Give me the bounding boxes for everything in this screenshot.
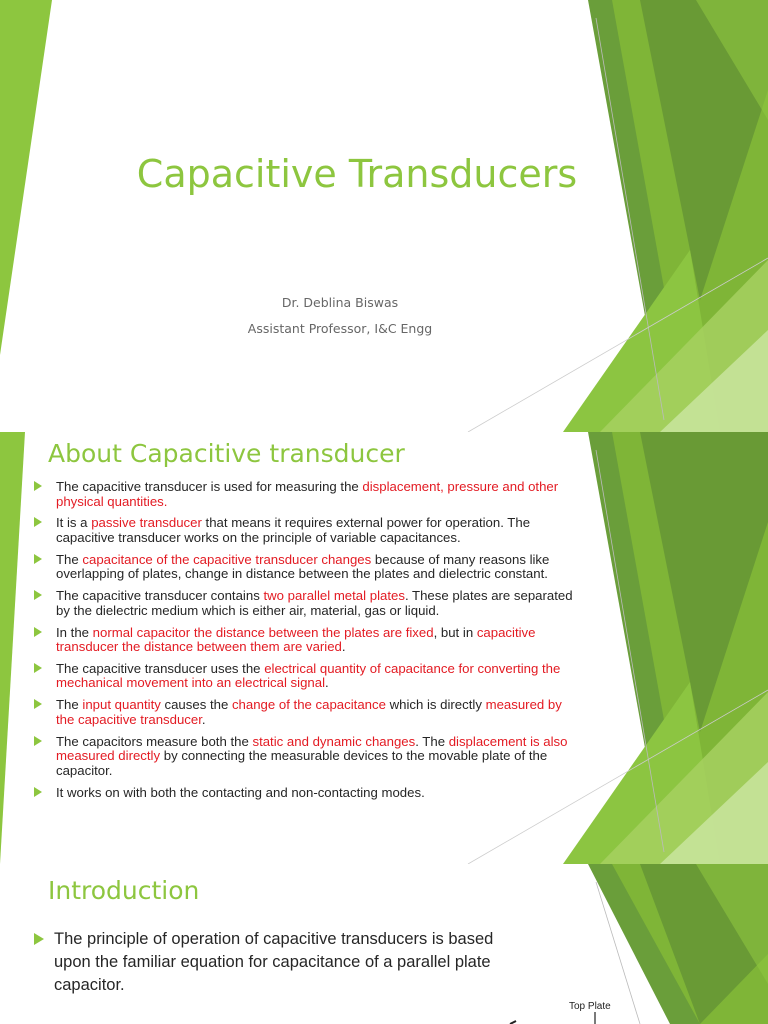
bullet-text: It works on with both the contacting and non-contacting modes. <box>56 784 425 800</box>
list-item <box>34 735 579 779</box>
bullet-text: . The <box>415 733 449 749</box>
introduction-slide <box>0 864 768 1024</box>
list-item <box>34 698 579 727</box>
highlighted-text: passive transducer <box>91 515 202 531</box>
bullet-text: In the <box>56 624 93 640</box>
bullet-arrow-icon <box>34 663 42 673</box>
bullet-arrow-icon <box>34 590 42 600</box>
slide-decoration <box>0 0 768 432</box>
bullet-arrow-icon <box>34 627 42 637</box>
slide-title: Introduction <box>48 876 200 905</box>
highlighted-text: electrical quantity of capacitance for converting the mechanical movement into an electrical signal <box>56 660 561 691</box>
bullet-arrow-icon <box>34 699 42 709</box>
list-item <box>34 928 534 997</box>
bullet-text: . <box>201 711 206 727</box>
bullet-text: The capacitive transducer is used for measuring the <box>56 479 363 494</box>
highlighted-text: change of the capacitance <box>231 697 386 713</box>
bullet-text: The capacitive transducer contains <box>56 588 264 604</box>
bullet-arrow-icon <box>34 517 42 527</box>
highlighted-text: two parallel metal plates <box>263 588 405 604</box>
bullet-arrow-icon <box>34 481 42 491</box>
bullet-text: which is directly <box>385 697 486 713</box>
bullet-text: that means it requires external power for operation. The capacitive transducer works on the principle of variable capacitances. <box>56 515 531 545</box>
author-name: Dr. Deblina Biswas <box>281 295 399 310</box>
slide-title: Capacitive Transducers <box>136 152 578 196</box>
highlighted-text: input quantity <box>82 697 161 713</box>
author-role: Assistant Professor, I&C Engg <box>247 321 433 336</box>
bullet-arrow-icon <box>34 736 42 746</box>
list-item <box>34 480 579 509</box>
bullet-text: The <box>56 697 83 713</box>
bullet-text: . <box>325 675 329 691</box>
bullet-text: . These plates are separated by the dielectric medium which is either air, material, gas or liquid. <box>56 588 573 618</box>
bullet-text: causes the <box>160 697 232 713</box>
bullet-text: because of many reasons like overlapping of plates, change in distance between the plates and dielectric constant. <box>56 551 550 582</box>
figure-label: Top Plate <box>569 1001 611 1012</box>
bullet-text: The principle of operation of capacitive transducers is based upon the familiar equation for capacitance of a parallel plate capacitor. <box>54 930 494 994</box>
highlighted-text: measured by the capacitive transducer <box>56 697 562 727</box>
list-item <box>34 516 579 545</box>
list-item <box>34 553 579 582</box>
bullet-text: The capacitors measure both the <box>56 733 253 749</box>
highlighted-text: displacement is also measured directly <box>56 733 568 764</box>
list-item <box>34 786 579 801</box>
bullet-text: . <box>341 639 346 655</box>
bullet-list <box>34 928 534 997</box>
highlighted-text: static and dynamic changes <box>252 733 416 749</box>
highlighted-text: normal capacitor the distance between the plates are fixed <box>92 624 434 640</box>
bullet-list <box>34 480 579 807</box>
title-slide <box>0 0 768 432</box>
bullet-text: , but in <box>433 624 477 640</box>
bullet-text: The <box>56 551 83 567</box>
bullet-arrow-icon <box>34 554 42 564</box>
highlighted-text: capacitive transducer the distance between them are varied <box>56 624 536 655</box>
bullet-text: It is a <box>56 515 92 531</box>
about-slide <box>0 432 768 864</box>
list-item <box>34 589 579 618</box>
highlighted-text: capacitance of the capacitive transducer changes <box>82 551 372 567</box>
bullet-text: by connecting the measurable devices to the movable plate of the capacitor. <box>56 748 548 778</box>
bullet-arrow-icon <box>34 787 42 797</box>
bullet-arrow-icon <box>34 933 44 945</box>
slide-title: About Capacitive transducer <box>48 439 405 468</box>
list-item <box>34 662 579 691</box>
highlighted-text: displacement, pressure and other physical quantities. <box>56 479 559 509</box>
bullet-text: The capacitive transducer uses the <box>56 660 265 676</box>
list-item <box>34 626 579 655</box>
